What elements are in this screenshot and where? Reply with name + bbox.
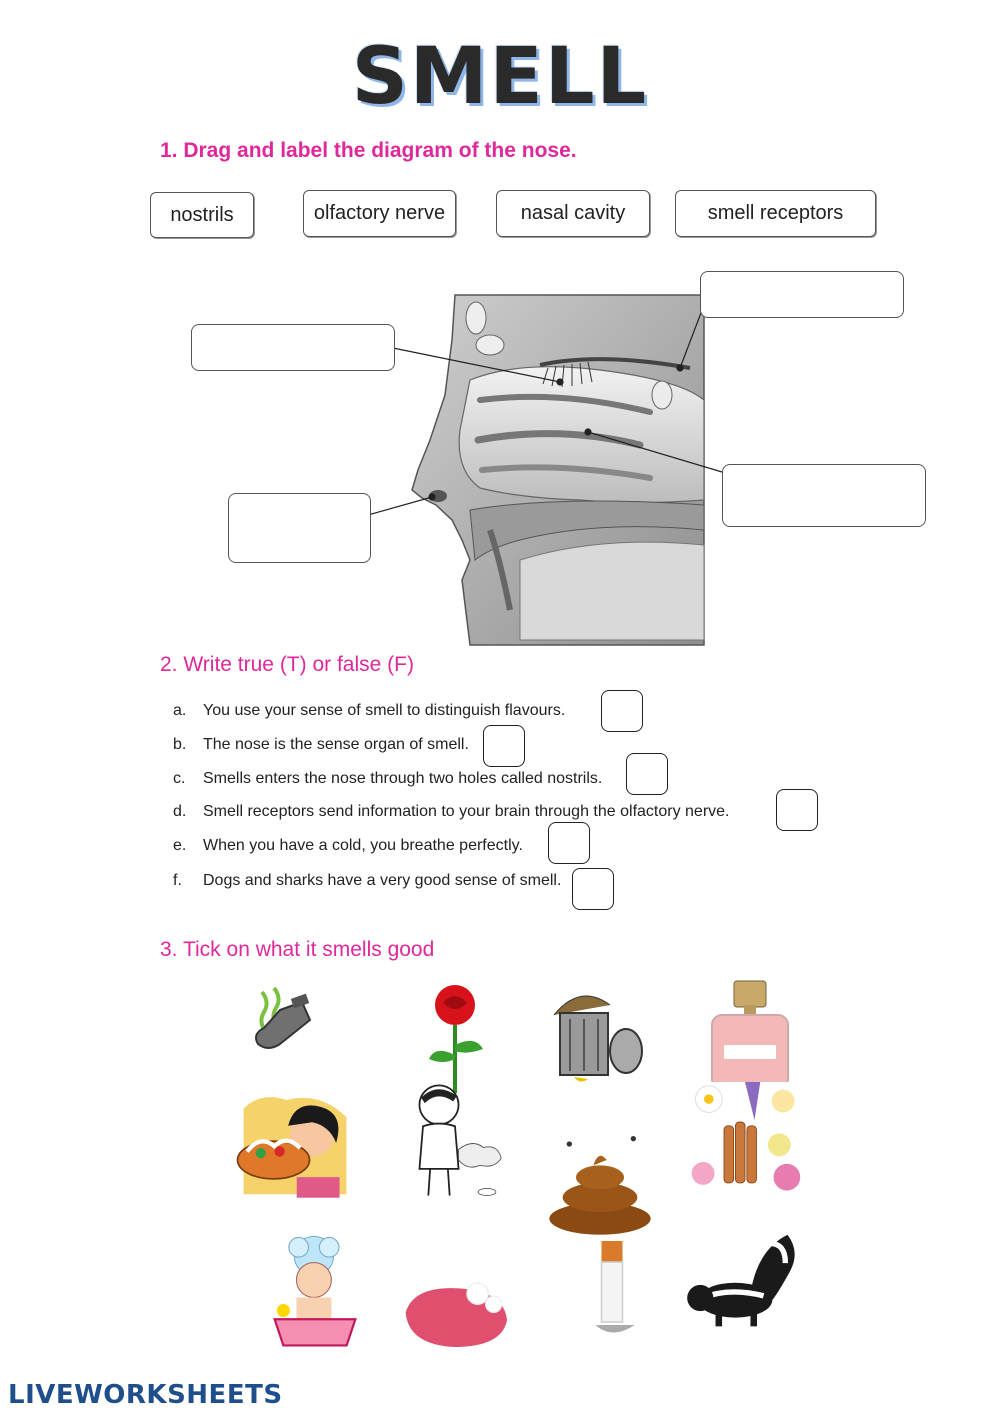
- statement-e: [173, 837, 523, 855]
- drop-box-nerve[interactable]: [700, 271, 904, 318]
- statement-letter: a.: [173, 702, 187, 719]
- tf-box-b[interactable]: [483, 725, 525, 767]
- page-title: SMELL: [351, 32, 649, 122]
- woman-with-food-image[interactable]: [235, 1085, 355, 1205]
- statement-letter: e.: [173, 837, 187, 854]
- statement-text: Dogs and sharks have a very good sense of smell.: [203, 872, 562, 889]
- spices-flowers-image[interactable]: [685, 1082, 805, 1202]
- liveworksheets-logo: LIVEWORKSHEETS: [8, 1380, 283, 1410]
- section2-heading: 2. Write true (T) or false (F): [160, 653, 414, 676]
- farting-man-image[interactable]: [395, 1080, 515, 1200]
- drop-box-cavity[interactable]: [722, 464, 926, 527]
- statement-c: [173, 770, 602, 788]
- perfume-bottle-image[interactable]: [690, 975, 810, 1095]
- statement-text: Smell receptors send information to your brain through the olfactory nerve.: [203, 803, 730, 820]
- drop-box-olfactory[interactable]: [191, 324, 395, 371]
- statement-b: [173, 736, 469, 754]
- tf-box-d[interactable]: [776, 789, 818, 831]
- statement-text: When you have a cold, you breathe perfectly.: [203, 837, 523, 854]
- smelly-sock-image[interactable]: [240, 980, 360, 1100]
- cigarette-image[interactable]: [555, 1232, 675, 1352]
- soap-image[interactable]: [395, 1255, 515, 1375]
- poop-image[interactable]: [540, 1120, 660, 1240]
- statement-a: [173, 702, 565, 720]
- word-nasal-cavity[interactable]: nasal cavity: [496, 190, 650, 237]
- tf-box-e[interactable]: [548, 822, 590, 864]
- statement-text: You use your sense of smell to distinguish flavours.: [203, 702, 566, 719]
- section3-heading: 3. Tick on what it smells good: [160, 938, 435, 961]
- statement-d: [173, 803, 730, 821]
- statement-text: The nose is the sense organ of smell.: [203, 736, 469, 753]
- tf-box-c[interactable]: [626, 753, 668, 795]
- statement-letter: c.: [173, 770, 186, 787]
- word-olfactory-nerve[interactable]: olfactory nerve: [303, 190, 456, 237]
- statement-letter: f.: [173, 872, 182, 889]
- statement-f: [173, 872, 561, 890]
- word-nostrils[interactable]: nostrils: [150, 192, 254, 238]
- drop-box-nostrils[interactable]: [228, 493, 371, 563]
- tf-box-f[interactable]: [572, 868, 614, 910]
- word-smell-receptors[interactable]: smell receptors: [675, 190, 876, 237]
- nose-diagram: [180, 260, 940, 650]
- statement-text: Smells enters the nose through two holes called nostrils.: [203, 770, 603, 787]
- statement-letter: d.: [173, 803, 187, 820]
- trash-can-image[interactable]: [540, 975, 660, 1095]
- baby-bath-image[interactable]: [255, 1232, 375, 1352]
- tf-box-a[interactable]: [601, 690, 643, 732]
- skunk-image[interactable]: [685, 1220, 805, 1340]
- statement-letter: b.: [173, 736, 187, 753]
- rose-image[interactable]: [395, 975, 515, 1095]
- section1-heading: 1. Drag and label the diagram of the nose.: [160, 139, 577, 162]
